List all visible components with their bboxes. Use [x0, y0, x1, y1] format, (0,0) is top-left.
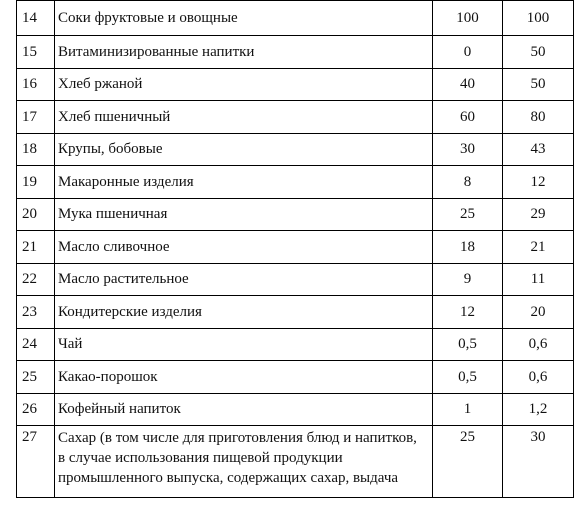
value-col-2: 50	[503, 68, 574, 101]
table-row	[17, 198, 574, 231]
row-number: 16	[17, 68, 55, 101]
product-name: Макаронные изделия	[55, 166, 433, 199]
table-row	[17, 101, 574, 134]
table-row	[17, 231, 574, 264]
product-name	[55, 426, 433, 498]
product-name: Мука пшеничная	[55, 198, 433, 231]
table-row	[17, 68, 574, 101]
value-col-1: 0,5	[433, 328, 503, 361]
value-col-1: 60	[433, 101, 503, 134]
row-number: 21	[17, 231, 55, 264]
value-col-2: 80	[503, 101, 574, 134]
row-number: 17	[17, 101, 55, 134]
value-col-2: 21	[503, 231, 574, 264]
product-name: Соки фруктовые и овощные	[55, 1, 433, 36]
value-col-2: 11	[503, 263, 574, 296]
product-name: Крупы, бобовые	[55, 133, 433, 166]
row-number: 23	[17, 296, 55, 329]
value-col-1: 0	[433, 36, 503, 69]
table-row	[17, 1, 574, 36]
value-col-1: 9	[433, 263, 503, 296]
value-col-2: 30	[503, 426, 574, 498]
product-name-line: промышленного выпуска, содержащих сахар, выдача	[58, 470, 399, 486]
value-col-2: 12	[503, 166, 574, 199]
product-name: Хлеб ржаной	[55, 68, 433, 101]
product-name: Кондитерские изделия	[55, 296, 433, 329]
row-number: 20	[17, 198, 55, 231]
table-row	[17, 393, 574, 426]
value-col-1: 25	[433, 426, 503, 498]
value-col-2: 100	[503, 1, 574, 36]
row-number: 19	[17, 166, 55, 199]
value-col-1: 1	[433, 393, 503, 426]
product-name-line: Сахар (в том числе для приготовления блюд и напитков,	[58, 430, 417, 446]
value-col-2: 43	[503, 133, 574, 166]
document-page	[16, 0, 574, 498]
value-col-2: 0,6	[503, 328, 574, 361]
product-name: Кофейный напиток	[55, 393, 433, 426]
value-col-1: 0,5	[433, 361, 503, 394]
row-number: 24	[17, 328, 55, 361]
table-row	[17, 263, 574, 296]
table-row	[17, 166, 574, 199]
table-row	[17, 361, 574, 394]
product-name: Масло сливочное	[55, 231, 433, 264]
table-row	[17, 133, 574, 166]
row-number: 14	[17, 1, 55, 36]
value-col-2: 50	[503, 36, 574, 69]
product-name: Хлеб пшеничный	[55, 101, 433, 134]
value-col-2: 29	[503, 198, 574, 231]
row-number: 27	[17, 426, 55, 498]
row-number: 18	[17, 133, 55, 166]
value-col-1: 8	[433, 166, 503, 199]
product-name: Масло растительное	[55, 263, 433, 296]
value-col-2: 1,2	[503, 393, 574, 426]
value-col-2: 0,6	[503, 361, 574, 394]
table-row	[17, 426, 574, 498]
table-row	[17, 36, 574, 69]
value-col-1: 100	[433, 1, 503, 36]
value-col-1: 25	[433, 198, 503, 231]
value-col-1: 12	[433, 296, 503, 329]
row-number: 15	[17, 36, 55, 69]
row-number: 22	[17, 263, 55, 296]
nutrition-norms-table	[16, 0, 574, 498]
value-col-1: 18	[433, 231, 503, 264]
product-name-line: в случае использования пищевой продукции	[58, 450, 343, 466]
product-name: Витаминизированные напитки	[55, 36, 433, 69]
product-name: Чай	[55, 328, 433, 361]
row-number: 25	[17, 361, 55, 394]
table-row	[17, 296, 574, 329]
product-name: Какао-порошок	[55, 361, 433, 394]
value-col-2: 20	[503, 296, 574, 329]
table-row	[17, 328, 574, 361]
value-col-1: 40	[433, 68, 503, 101]
value-col-1: 30	[433, 133, 503, 166]
row-number: 26	[17, 393, 55, 426]
